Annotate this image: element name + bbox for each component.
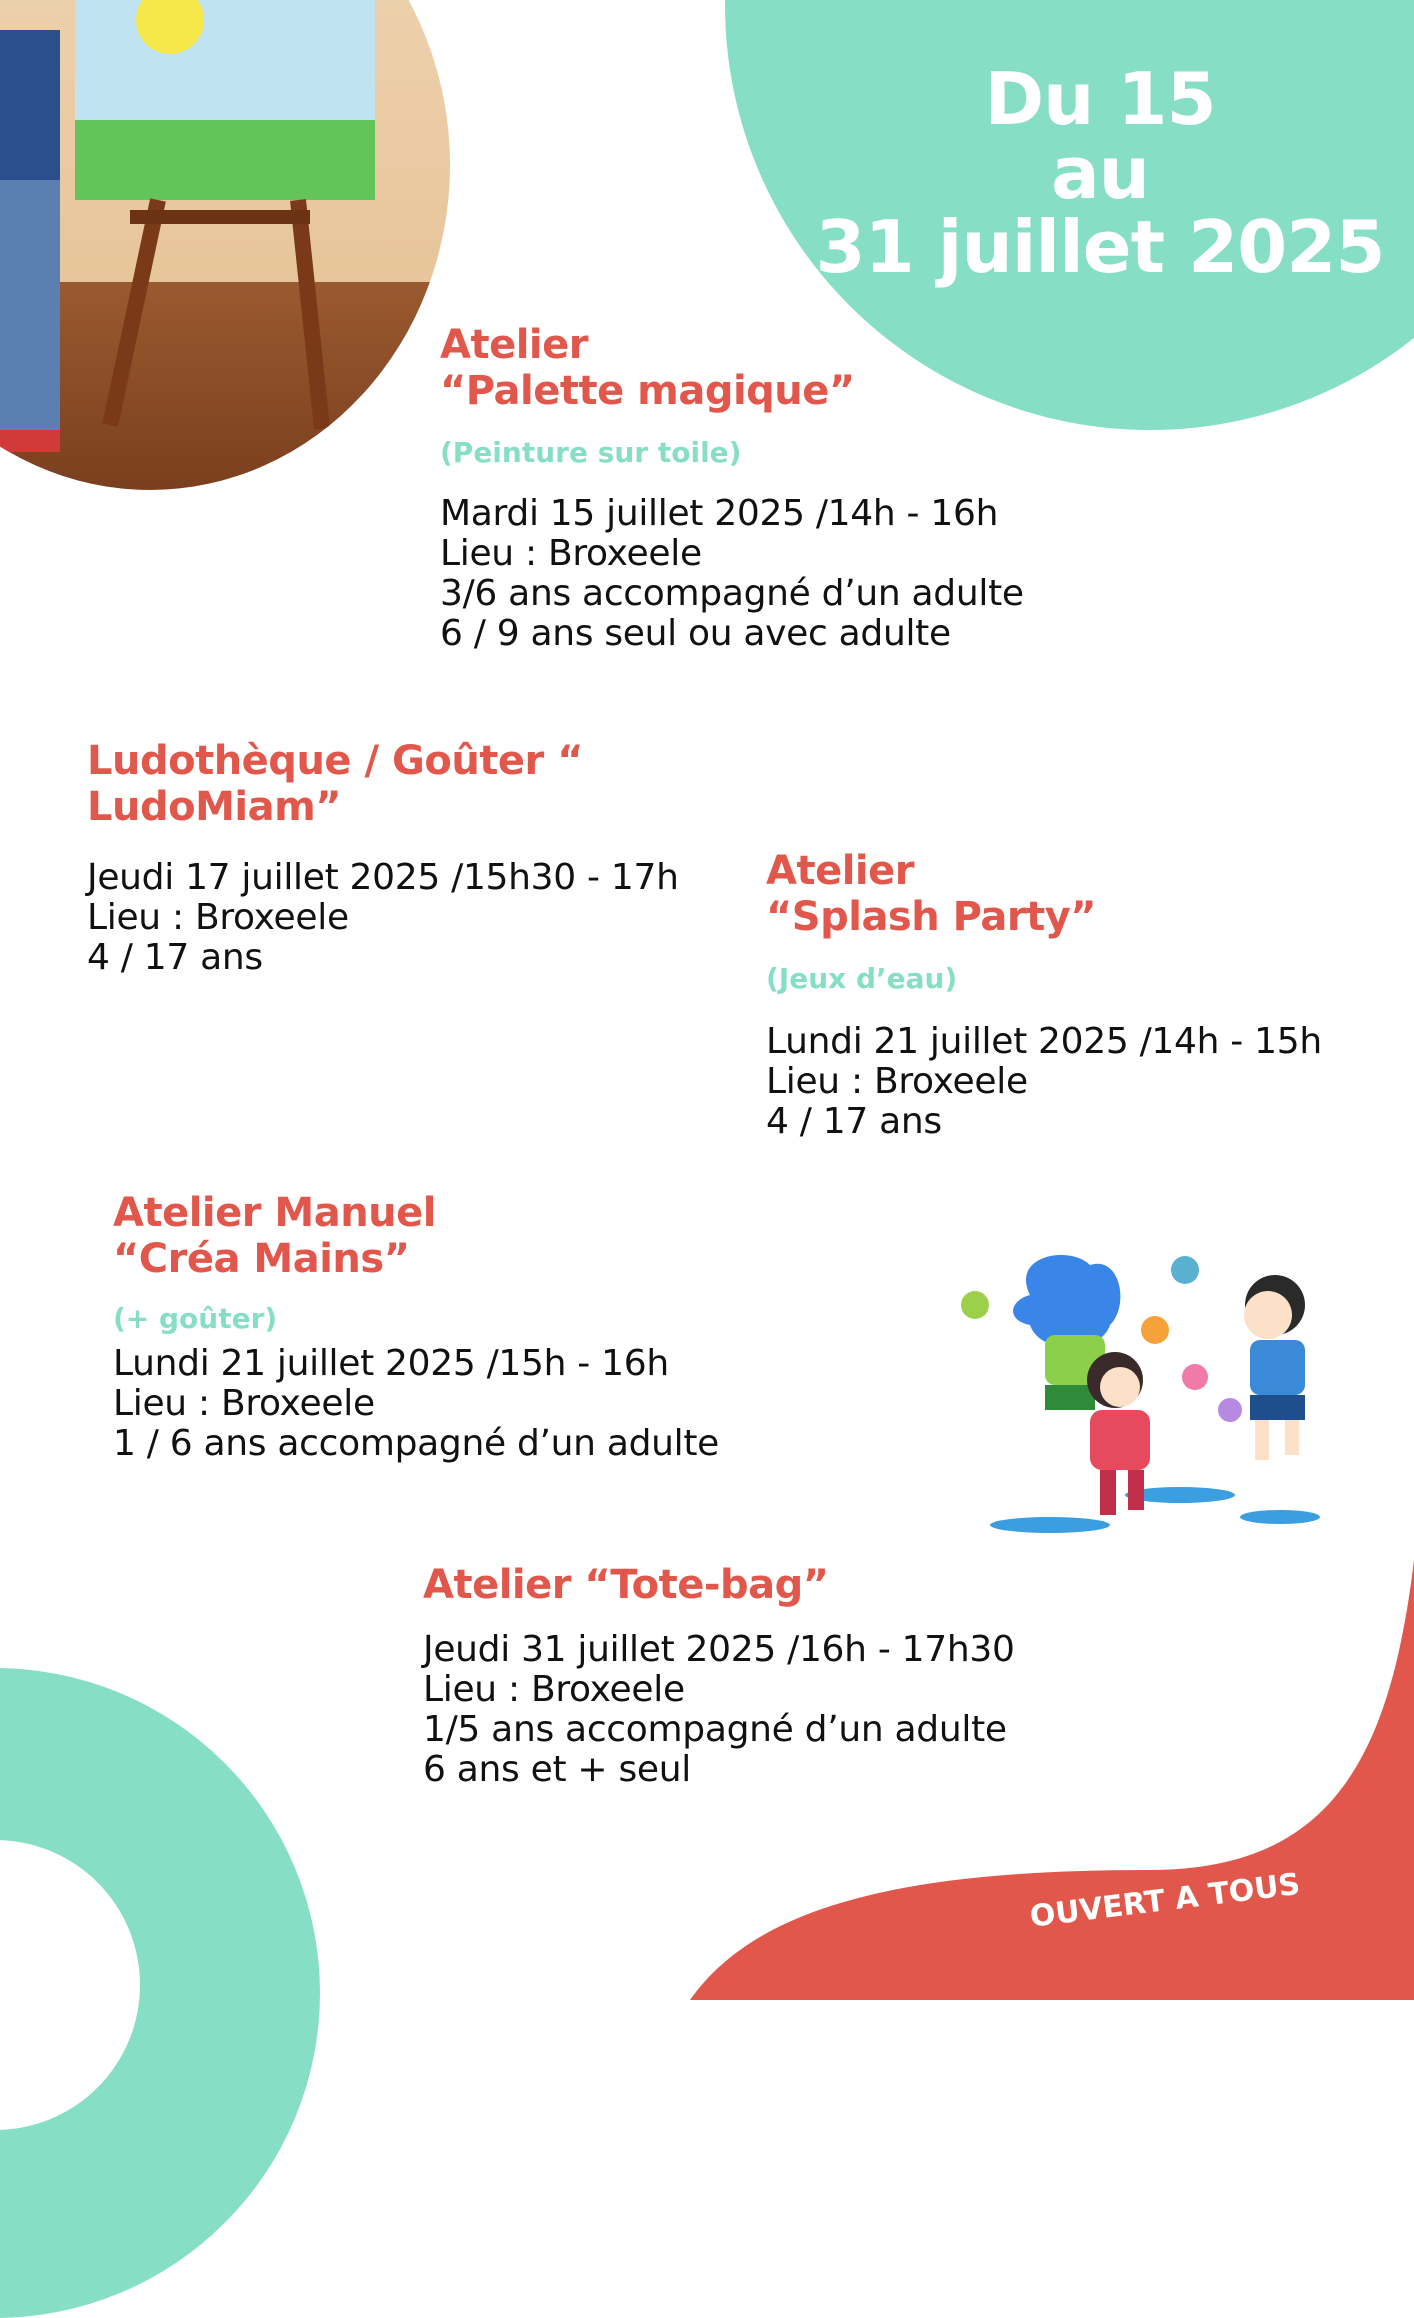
event-location: Lieu : Broxeele [87, 897, 349, 938]
event-age: 4 / 17 ans [766, 1101, 942, 1142]
kid-leg [1100, 1470, 1116, 1515]
event-location: Lieu : Broxeele [440, 533, 702, 574]
event-palette-magique [440, 322, 1024, 654]
puddle [990, 1517, 1110, 1533]
event-datetime: Jeudi 31 juillet 2025 /16h - 17h30 [423, 1629, 1015, 1670]
title-line: Ludothèque / Goûter “ [87, 738, 583, 784]
event-datetime: Mardi 15 juillet 2025 /14h - 16h [440, 493, 999, 534]
water-balloon [1141, 1316, 1169, 1344]
date-line-1: Du 15 [984, 57, 1216, 141]
event-subtitle: (+ goûter) [113, 1302, 278, 1335]
event-title [113, 1190, 719, 1282]
event-dates [800, 57, 1400, 289]
water-balloon [1218, 1398, 1242, 1422]
water-balloon [1182, 1364, 1208, 1390]
event-datetime: Jeudi 17 juillet 2025 /15h30 - 17h [87, 857, 679, 898]
easel-shelf [130, 210, 310, 224]
event-age: 6 / 9 ans seul ou avec adulte [440, 613, 951, 654]
kid-leg [1285, 1420, 1299, 1455]
date-line-3: 31 juillet 2025 [815, 205, 1385, 289]
title-line: Atelier Manuel [113, 1190, 436, 1236]
kid-face [1100, 1367, 1140, 1407]
event-title [87, 738, 679, 830]
water-splash [1013, 1255, 1120, 1348]
event-age: 4 / 17 ans [87, 937, 263, 978]
water-balloon [1171, 1256, 1199, 1284]
event-datetime: Lundi 21 juillet 2025 /14h - 15h [766, 1021, 1322, 1062]
kid-leg [1255, 1420, 1269, 1460]
kid-shirt [1250, 1340, 1305, 1395]
event-tote-bag [423, 1562, 1015, 1790]
event-info [423, 1630, 1015, 1790]
event-title [423, 1562, 1015, 1608]
event-info [766, 1022, 1322, 1142]
child-shirt [0, 30, 60, 180]
event-splash-party [766, 848, 1322, 1142]
title-line: Atelier [440, 322, 588, 368]
event-age: 3/6 ans accompagné d’un adulte [440, 573, 1024, 614]
event-location: Lieu : Broxeele [423, 1669, 685, 1710]
title-line: LudoMiam” [87, 784, 342, 830]
event-datetime: Lundi 21 juillet 2025 /15h - 16h [113, 1343, 669, 1384]
event-info [87, 858, 679, 978]
event-age: 6 ans et + seul [423, 1749, 691, 1790]
event-info [440, 494, 1024, 654]
kid-dress [1090, 1410, 1150, 1470]
title-line: Atelier “Tote-bag” [423, 1562, 829, 1608]
event-info [113, 1344, 719, 1464]
water-balloon [961, 1291, 989, 1319]
puddle [1240, 1510, 1320, 1524]
title-line: “Créa Mains” [113, 1236, 410, 1282]
kid-leg [1128, 1470, 1144, 1510]
children-water-balloon-illustration [950, 1235, 1340, 1555]
event-title [440, 322, 1024, 414]
child-shoe [0, 430, 60, 452]
child-jeans [0, 180, 60, 430]
easel-leg-right [290, 199, 330, 429]
event-location: Lieu : Broxeele [113, 1383, 375, 1424]
event-subtitle: (Jeux d’eau) [766, 962, 958, 995]
event-ludomiam [87, 738, 679, 978]
event-location: Lieu : Broxeele [766, 1061, 1028, 1102]
event-age: 1/5 ans accompagné d’un adulte [423, 1709, 1007, 1750]
title-line: “Palette magique” [440, 368, 855, 414]
open-to-all-banner: OUVERT A TOUS [1028, 1866, 1303, 1935]
canvas-grass [75, 120, 375, 200]
easel-leg-left [102, 198, 165, 426]
event-crea-mains [113, 1190, 719, 1464]
kid-face [1244, 1291, 1292, 1339]
event-title [766, 848, 1322, 940]
event-subtitle: (Peinture sur toile) [440, 436, 742, 469]
painting-scene [0, 0, 450, 490]
child-painting-photo [0, 0, 450, 490]
event-age: 1 / 6 ans accompagné d’un adulte [113, 1423, 720, 1464]
title-line: Atelier [766, 848, 914, 894]
kid-shorts [1250, 1395, 1305, 1420]
kid-shorts [1045, 1385, 1095, 1410]
date-line-2: au [1051, 131, 1149, 215]
title-line: “Splash Party” [766, 894, 1097, 940]
